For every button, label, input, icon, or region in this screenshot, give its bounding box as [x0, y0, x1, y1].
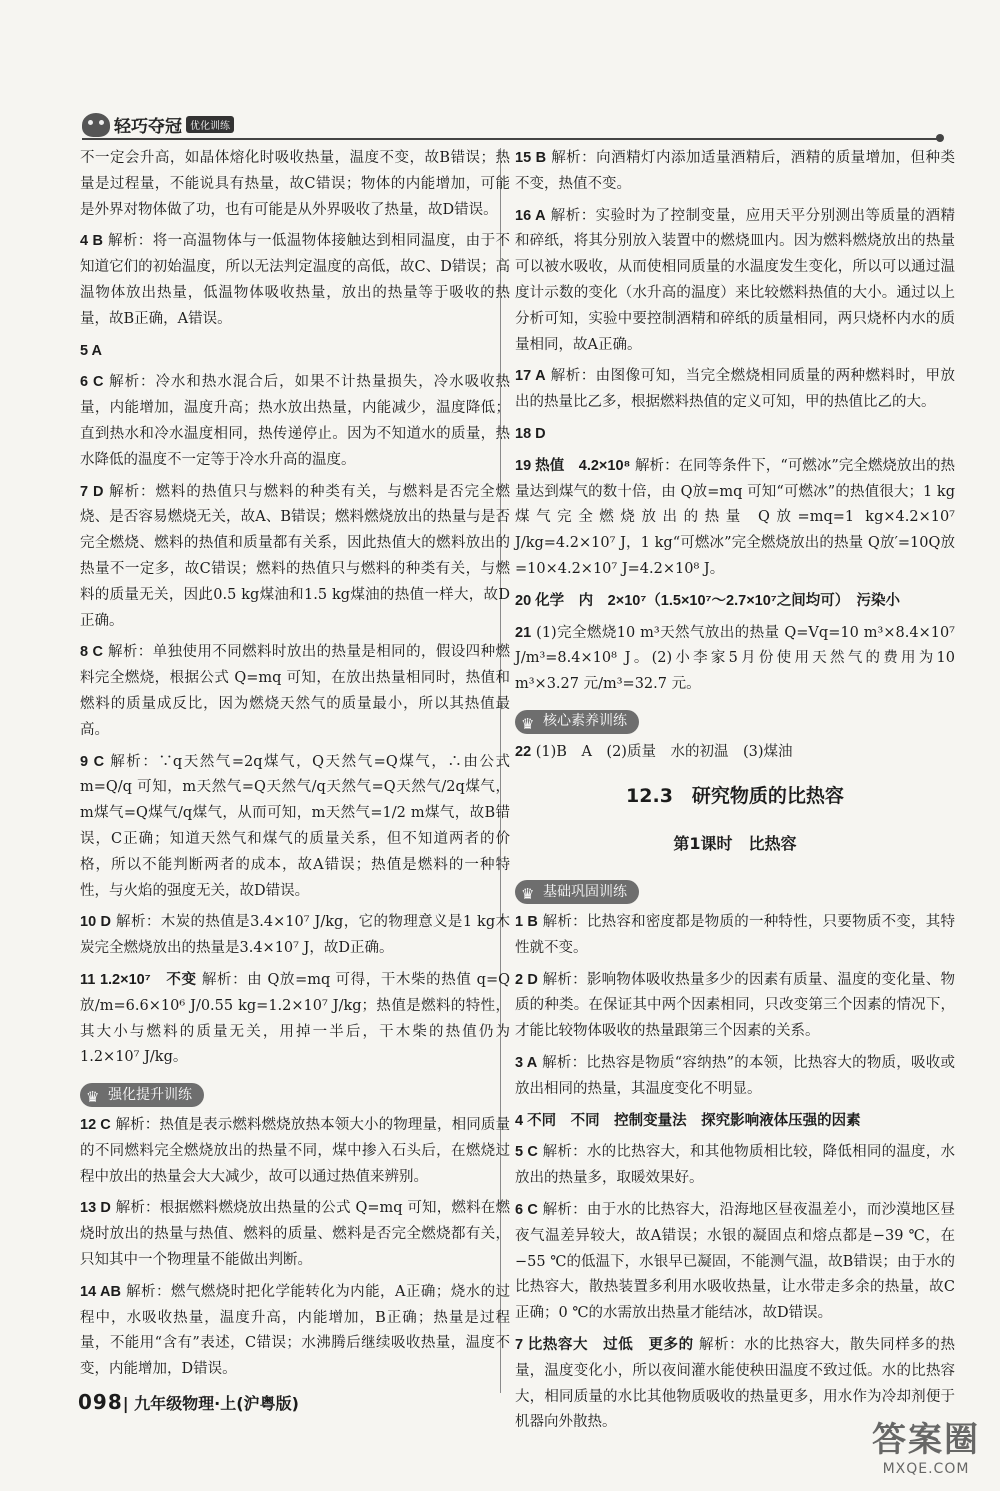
page-footer: 098| 九年级物理·上(沪粤版) [78, 1390, 299, 1414]
lesson-title: 第1课时 比热容 [673, 833, 797, 853]
answer-number: 7 比热容大 过低 更多的 [515, 1336, 694, 1353]
brand-logo [82, 112, 234, 137]
answer-item [515, 1109, 955, 1135]
answer-item-22: 22 (1)B A (2)质量 水的初温 (3)煤油 [515, 743, 793, 760]
answer-number: 12 C [80, 1117, 111, 1134]
answer-number: 5 C [515, 1144, 538, 1161]
watermark: 答案圈 MXQE.COM [872, 1420, 980, 1477]
answer-text: 解析：向酒精灯内添加适量酒精后，酒精的质量增加，但种类不变，热值不变。 [515, 150, 956, 192]
answer-number: 10 D [80, 914, 112, 931]
answer-item [515, 589, 955, 615]
mascot-icon [82, 113, 110, 137]
answer-text: 解析：影响物体吸收热量多少的因素有质量、温度的变化量、物质的种类。在保证其中两个因素相同，只改变第三个因素的情况下，才能比较物体吸收的热量跟第三个因素的关系。 [515, 971, 956, 1040]
answer-item [515, 1140, 955, 1192]
answer-item [515, 621, 955, 698]
section-badge-strengthen: ♛ 强化提升训练 [80, 1083, 204, 1107]
answer-text: 不一定会升高，如晶体熔化时吸收热量，温度不变，故B错误；热量是过程量，不能说具有热量，故C错误；物体的内能增加，可能是外界对物体做了功，也有可能是从外界吸收了热量，故D错误。 [80, 150, 510, 218]
answer-number: 16 A [515, 207, 546, 224]
answer-number: 9 C [80, 753, 105, 770]
answer-item [80, 370, 510, 473]
answer-item [80, 1196, 510, 1273]
answer-text: 解析：热值是表示燃料燃烧放热本领大小的物理量，相同质量的不同燃料完全燃烧放出的热量不同，煤中掺入石头后，在燃烧过程中放出的热量会大大减少，故可以通过热值来辨别。 [80, 1117, 510, 1185]
answer-number: 3 A [515, 1055, 538, 1071]
answer-text: 解析：燃料的热值只与燃料的种类有关，与燃料是否完全燃烧、是否容易燃烧无关，故A、B错误；燃料燃烧放出的热量与是否完全燃烧、燃料的热值和质量都有关系，因此热值大的燃料放出的热量不一定多，故C错误；燃料的热值只与燃料的种类有关，与燃料的质量无关，因此0.5 kg煤油和1.5 kg煤油的热值一样大，故D正确。 [80, 483, 511, 629]
answer-number: 18 D [515, 425, 546, 442]
answer-number: 21 [515, 624, 532, 641]
answer-number: 4 B [80, 233, 103, 250]
answer-list-right-2 [515, 910, 955, 1436]
crown-icon [86, 1089, 102, 1101]
answer-number: 13 D [80, 1200, 111, 1217]
left-column [80, 146, 510, 1389]
answer-item [515, 364, 955, 416]
answer-number: 17 A [515, 368, 546, 385]
answer-number: 11 1.2×10⁷ 不变 [80, 971, 197, 988]
answer-list-left [80, 146, 510, 1071]
answer-item [515, 422, 955, 448]
page-header [60, 100, 940, 140]
brand-title: 轻巧夺冠 [114, 117, 182, 137]
answer-item [515, 204, 955, 359]
answer-item [515, 1198, 955, 1327]
answer-number: 5 A [80, 342, 103, 359]
answer-item [515, 1051, 955, 1103]
answer-item [80, 229, 510, 332]
answer-number: 4 不同 不同 控制变量法 探究影响液体压强的因素 [515, 1112, 861, 1129]
section-badge-core: ♛ 核心素养训练 [515, 710, 639, 734]
answer-item [80, 1113, 510, 1190]
crown-icon [521, 886, 537, 898]
right-column [515, 146, 955, 1442]
answer-item [80, 640, 510, 743]
answer-text: 解析：由图像可知，当完全燃烧相同质量的两种燃料时，甲放出的热量比乙多，根据燃料热值的定义可知，甲的热值比乙的大。 [515, 368, 956, 411]
answer-text: 解析：实验时为了控制变量，应用天平分别测出等质量的酒精和碎纸，将其分别放入装置中的燃烧皿内。因为燃料燃烧放出的热量可以被水吸收，从而使相同质量的水温度发生变化，所以可以通过温度计示数的变化（水升高的温度）来比较燃料热值的大小。通过以上分析可知，实验中要控制酒精和碎纸的质量相同，两只烧杯内水的质量相同，故A正确。 [515, 207, 956, 353]
answer-number: 19 热值 4.2×10⁸ [515, 457, 631, 474]
answer-text: 解析：将一高温物体与一低温物体接触达到相同温度，由于不知道它们的初始温度，所以无法判定温度的高低，故C、D错误；高温物体放出热量，低温物体吸收热量，放出的热量等于吸收的热量，故B正确，A错误。 [80, 233, 510, 327]
answer-text: 解析：在同等条件下，“可燃冰”完全燃烧放出的热量达到煤气的数十倍，由 Q放=mq 可知“可燃冰”的热值很大；1 kg煤气完全燃烧放出的热量 Q放=mq=1 kg×4.2×10⁷ J/kg=4.2×10⁷ J，1 kg“可燃冰”完全燃烧放出的热量 Q放′=10Q放=10×4.2×10⁷ J=4.2×10⁸ J。 [515, 457, 956, 577]
answer-item [515, 454, 955, 583]
section-title: 12.3 研究物质的比热容 [626, 784, 844, 807]
section-badge-basic: ♛ 基础巩固训练 [515, 880, 639, 904]
answer-text: 解析：根据燃料燃烧放出热量的公式 Q=mq 可知，燃料在燃烧时放出的热量与热值、燃料的质量、燃料是否完全燃烧都有关，只知其中一个物理量不能做出判断。 [80, 1200, 510, 1269]
crown-icon [521, 716, 537, 728]
answer-number: 2 D [515, 971, 538, 988]
answer-text: 解析：水的比热容大，散失同样多的热量，温度变化小，所以夜间灌水能使秧田温度不致过低。水的比热容大，相同质量的水比其他物质吸收的热量更多，用水作为冷却剂便于机器向外散热。 [515, 1336, 956, 1431]
answer-item [515, 146, 955, 198]
answer-item [515, 910, 955, 962]
brand-subtitle: 优化训练 [186, 116, 234, 133]
page-number: 098 [78, 1390, 123, 1414]
answer-item [80, 750, 510, 905]
answer-text: (1)完全燃烧10 m³天然气放出的热量 Q=Vq=10 m³×8.4×10⁷ J/m³=8.4×10⁸ J。(2)小李家5月份使用天然气的费用为10 m³×3.27 元/m³=32.7 元。 [515, 624, 955, 693]
answer-text: 解析：冷水和热水混合后，如果不计热量损失，冷水吸收热量，内能增加，温度升高；热水放出热量，内能减少，温度降低；直到热水和冷水温度相同，热传递停止。因为不知道水的质量，热水降低的温度不一定等于冷水升高的温度。 [80, 374, 511, 468]
answer-text: 解析：比热容是物质“容纳热”的本领，比热容大的物质，吸收或放出相同的热量，其温度变化不明显。 [515, 1055, 955, 1097]
answer-item [515, 968, 955, 1045]
answer-text: 解析：比热容和密度都是物质的一种特性，只要物质不变，其特性就不变。 [515, 914, 956, 956]
answer-text: 解析：由 Q放=mq 可得，干木柴的热值 q=Q放/m=6.6×10⁶ J/0.55 kg=1.2×10⁷ J/kg；热值是燃料的特性，其大小与燃料的质量无关，用掉一半后，干木柴的热值仍为1.2×10⁷ J/kg。 [80, 971, 511, 1066]
answer-number: 6 C [515, 1201, 538, 1218]
answer-text: 解析：燃气燃烧时把化学能转化为内能，A正确；烧水的过程中，水吸收热量，温度升高，内能增加，B正确；热量是过程量，不能用“含有”表述，C错误；水沸腾后继续吸收热量，温度不变，内能增加，D错误。 [80, 1283, 511, 1378]
answer-number: 20 化学 内 2×10⁷（1.5×10⁷～2.7×10⁷之间均可） 污染小 [515, 592, 901, 609]
answer-number: 6 C [80, 374, 104, 391]
answer-text: 解析：木炭的热值是3.4×10⁷ J/kg，它的物理意义是1 kg木炭完全燃烧放出的热量是3.4×10⁷ J，故D正确。 [80, 914, 511, 957]
answer-text: 解析：∵q天然气=2q煤气，Q天然气=Q煤气，∴由公式 m=Q/q 可知，m天然气=Q天然气/q天然气=Q天然气/2q煤气，m煤气=Q煤气/q煤气，从而可知，m天然气=1/2 m煤气，故B错误，C正确；知道天然气和煤气的质量关系，但不知道两者的价格，所以不能判断两者的成本，故A错误；热值是燃料的一种特性，与火焰的强度无关，故D错误。 [80, 753, 510, 899]
answer-item [80, 146, 510, 223]
answer-number: 15 B [515, 150, 547, 166]
answer-text: 解析：由于水的比热容大，沿海地区昼夜温差小，而沙漠地区昼夜气温差异较大，故A错误；水银的凝固点和熔点都是−39 ℃，在−55 ℃的低温下，水银早已凝固，不能测气温，故B错误；由于水的比热容大，散热装置多利用水吸收热量，让水带走多余的热量，故C正确；0 ℃的水需放出热量才能结冰，故D错误。 [515, 1201, 956, 1322]
answer-item [80, 968, 510, 1071]
answer-text: 解析：水的比热容大，和其他物质相比较，降低相同的温度，水放出的热量多，取暖效果好。 [515, 1144, 956, 1187]
answer-item [80, 339, 510, 365]
answer-list-right [515, 146, 955, 698]
answer-item [80, 480, 510, 635]
answer-number: 14 AB [80, 1283, 122, 1300]
header-rule [82, 138, 940, 140]
answer-item [80, 1280, 510, 1383]
answer-number: 1 B [515, 914, 538, 931]
answer-number: 7 D [80, 483, 104, 500]
answer-item [80, 910, 510, 962]
header-rule-dot [936, 134, 944, 142]
book-title: 九年级物理·上(沪粤版) [134, 1394, 299, 1413]
answer-list-left-2 [80, 1113, 510, 1383]
answer-text: 解析：单独使用不同燃料时放出的热量是相同的，假设四种燃料完全燃烧，根据公式 Q=mq 可知，在放出热量相同时，热值和燃料的质量成反比，因为燃烧天然气的质量最小，所以其热值最高。 [80, 644, 510, 738]
answer-number: 8 C [80, 644, 103, 661]
